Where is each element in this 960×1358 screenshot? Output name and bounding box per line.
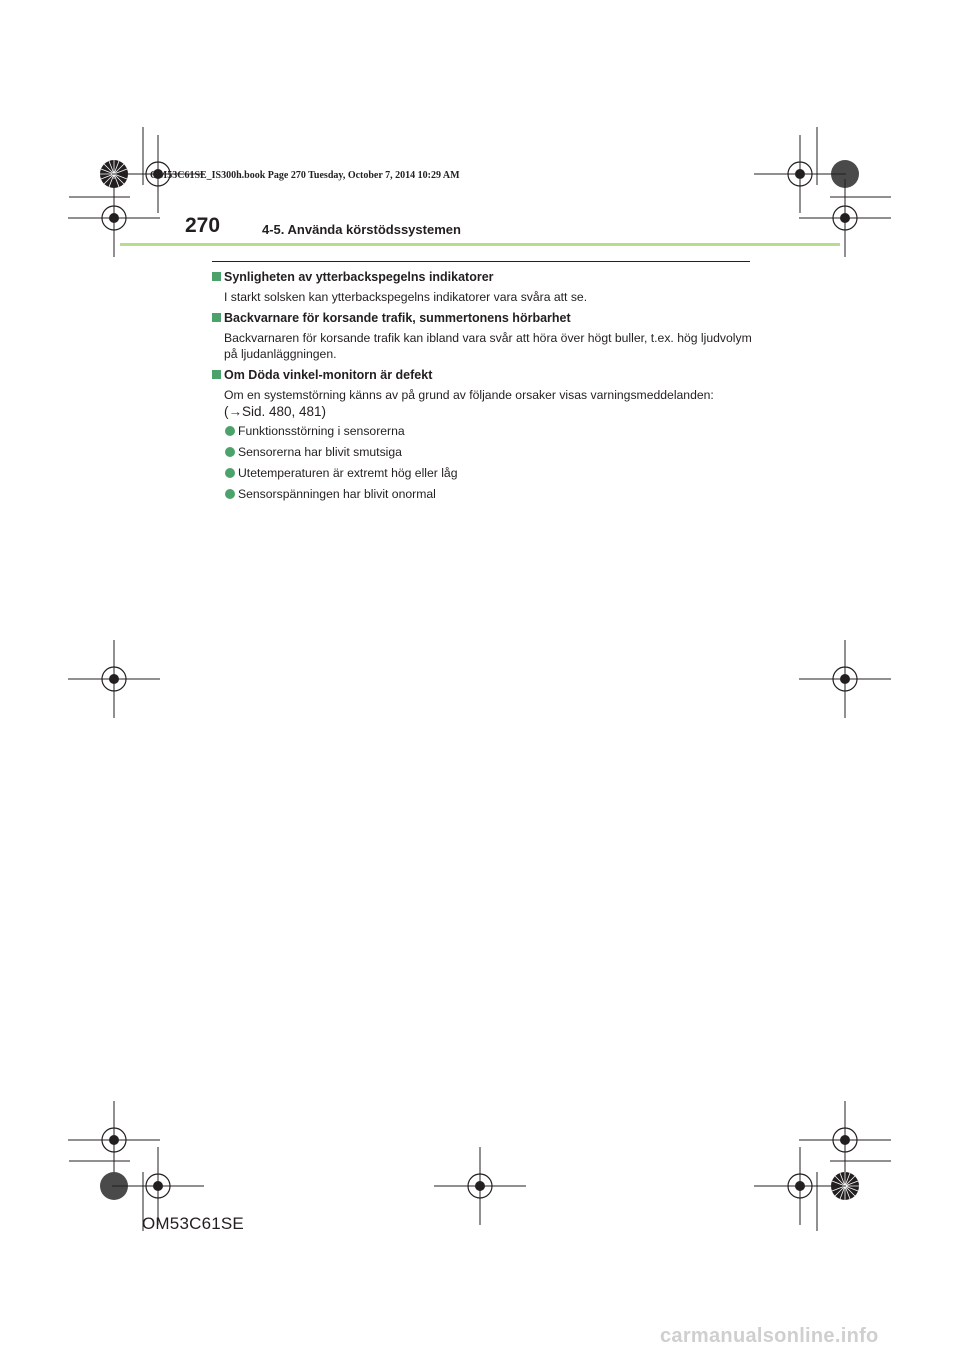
crosshair-mark: [68, 640, 160, 718]
round-bullet-icon: [225, 447, 235, 457]
round-bullet-icon: [225, 426, 235, 436]
topic-body: [212, 387, 757, 420]
crosshair-mark: [799, 640, 891, 718]
list-item: [212, 423, 757, 444]
topic-heading: [212, 366, 757, 385]
list-item: [212, 444, 757, 465]
page-number: 270: [185, 214, 221, 237]
watermark: carmanualsonline.info: [660, 1325, 879, 1347]
topic-body: I starkt solsken kan ytterbackspegelns indikatorer vara svåra att se.: [224, 290, 588, 304]
topic-blind-spot-monitor-malfunction: [212, 366, 757, 507]
list-item: [212, 486, 757, 507]
topic-heading-text: Backvarnare för korsande trafik, summertonens hörbarhet: [224, 311, 571, 325]
content-area: [212, 268, 757, 511]
topic-body-text: Om en systemstörning känns av på grund av följande orsaker visas varningsmeddelanden:: [224, 388, 714, 402]
print-info: OM53C61SE_IS300h.book Page 270 Tuesday, October 7, 2014 10:29 AM: [150, 170, 460, 181]
crosshair-mark: [68, 1101, 160, 1179]
square-bullet-icon: [212, 272, 221, 281]
content-rule: [212, 261, 750, 262]
list-item-text: Sensorerna har blivit smutsiga: [238, 445, 402, 459]
crosshair-mark: [754, 135, 846, 213]
topic-cross-traffic-buzzer: [212, 309, 757, 362]
topic-body: Backvarnaren för korsande trafik kan ibland vara svår att höra över högt buller, t.ex. hög ljudvolym på ljudanläggningen.: [224, 331, 752, 361]
topic-heading-text: Om Döda vinkel-monitorn är defekt: [224, 368, 433, 382]
header-rule: [120, 243, 840, 246]
manual-code: OM53C61SE: [142, 1214, 244, 1233]
topic-mirror-indicator-visibility: [212, 268, 757, 305]
bullet-list: [212, 423, 757, 507]
section-title: 4-5. Använda körstödssystemen: [262, 222, 461, 237]
topic-heading: [212, 309, 757, 328]
page-reference-link[interactable]: (→Sid. 480, 481): [224, 404, 327, 419]
square-bullet-icon: [212, 313, 221, 322]
crosshair-mark: [754, 1147, 846, 1225]
crosshair-mark: [434, 1147, 526, 1225]
square-bullet-icon: [212, 370, 221, 379]
list-item-text: Sensorspänningen har blivit onormal: [238, 487, 436, 501]
list-item: [212, 465, 757, 486]
list-item-text: Utetemperaturen är extremt hög eller låg: [238, 466, 458, 480]
crosshair-mark: [799, 1101, 891, 1179]
round-bullet-icon: [225, 468, 235, 478]
round-bullet-icon: [225, 489, 235, 499]
list-item-text: Funktionsstörning i sensorerna: [238, 424, 405, 438]
topic-heading: [212, 268, 757, 287]
topic-heading-text: Synligheten av ytterbackspegelns indikatorer: [224, 270, 494, 284]
